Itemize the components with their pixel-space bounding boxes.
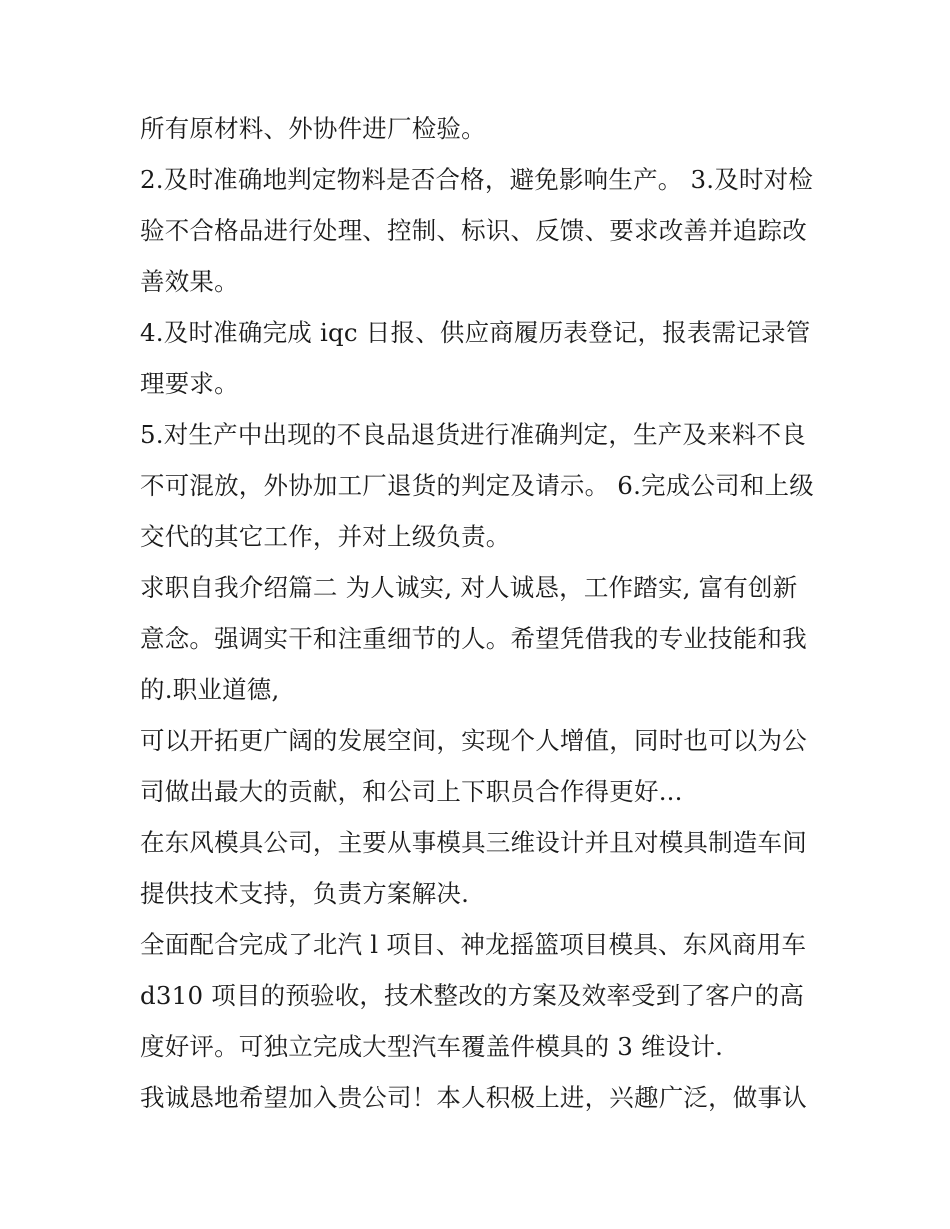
text-line: 的.职业道德, [140,675,280,704]
document-body [140,103,820,1123]
text-line: 交代的其它工作，并对上级负责。 [140,522,511,551]
text-line: 全面配合完成了北汽 l 项目、神龙摇篮项目模具、东风商用车 [140,930,807,959]
text-line: 度好评。可独立完成大型汽车覆盖件模具的 3 维设计. [140,1032,724,1061]
text-line: 4.及时准确完成 iqc 日报、供应商履历表登记，报表需记录管 [140,318,811,347]
text-line: 求职自我介绍篇二 为人诚实, 对人诚恳，工作踏实, 富有创新 [140,573,798,602]
text-line: 2.及时准确地判定物料是否合格，避免影响生产。 3.及时对检 [140,165,814,194]
text-line: 理要求。 [140,369,239,398]
text-line: 司做出最大的贡献，和公司上下职员合作得更好... [140,777,683,806]
text-line: 在东风模具公司，主要从事模具三维设计并且对模具制造车间 [140,828,807,857]
text-line: 可以开拓更广阔的发展空间，实现个人增值，同时也可以为公 [140,726,807,755]
text-line: 善效果。 [140,267,239,296]
text-line: 意念。强调实干和注重细节的人。希望凭借我的专业技能和我 [140,624,807,653]
text-line: 所有原材料、外协件进厂检验。 [140,114,486,143]
text-line: 提供技术支持，负责方案解决. [140,879,470,908]
text-line: 不可混放，外协加工厂退货的判定及请示。 6.完成公司和上级 [140,471,814,500]
text-line: 验不合格品进行处理、控制、标识、反馈、要求改善并追踪改 [140,216,807,245]
text-line: 我诚恳地希望加入贵公司！本人积极上进，兴趣广泛，做事认 [140,1083,807,1112]
text-line: d310 项目的预验收，技术整改的方案及效率受到了客户的高 [140,981,805,1010]
text-line: 5.对生产中出现的不良品退货进行准确判定，生产及来料不良 [140,420,806,449]
